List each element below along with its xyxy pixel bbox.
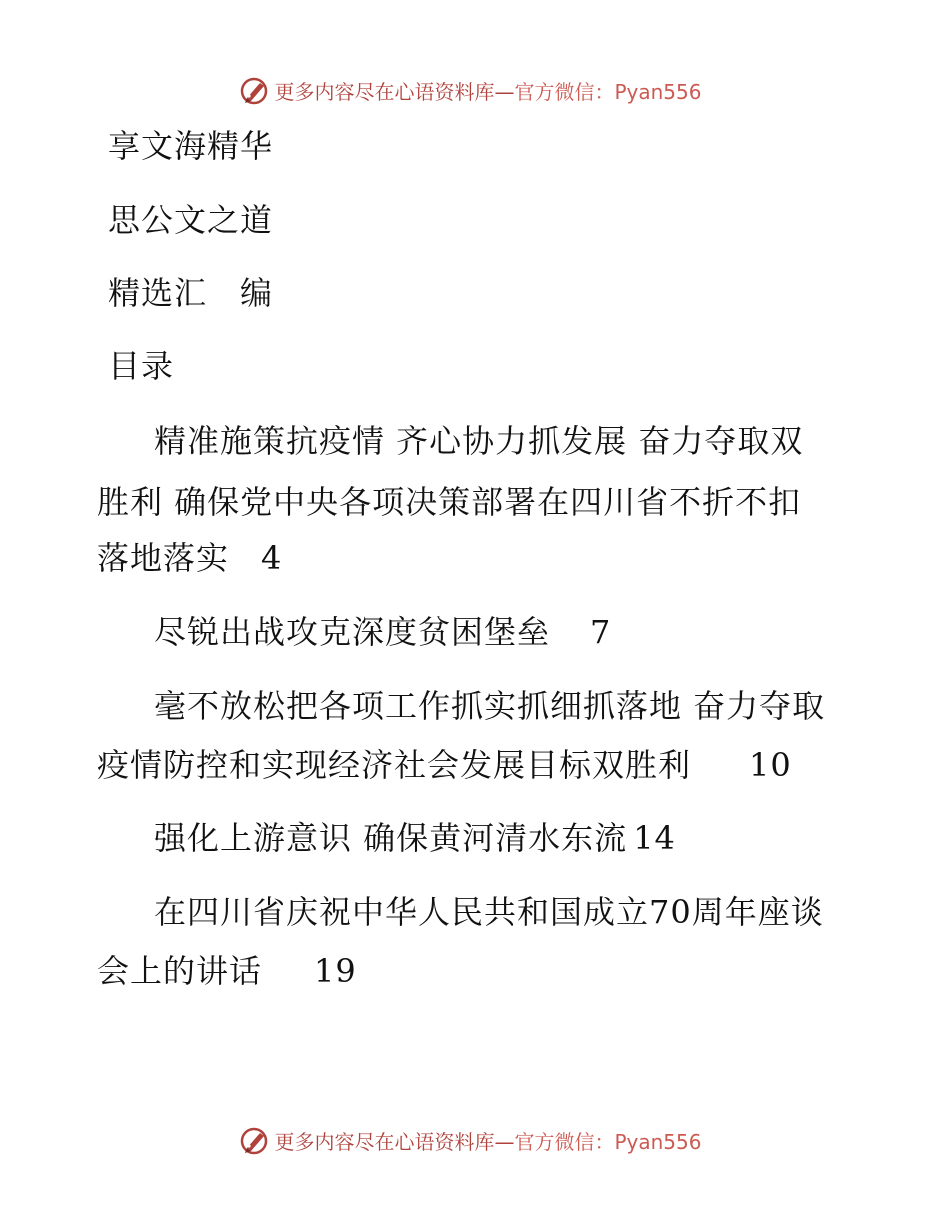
- toc-entry-2-page: 7: [590, 613, 612, 651]
- pen-logo-icon: [238, 74, 270, 106]
- toc-entry-4-title: 强化上游意识 确保黄河清水东流: [154, 819, 628, 857]
- toc-entry-1-page: 4: [261, 539, 283, 577]
- banner-wechat-text: 官方微信：Pyan556: [514, 79, 702, 104]
- pen-logo-icon: [238, 1124, 270, 1156]
- toc-entry-5-title-end: 会上的讲话: [97, 952, 263, 990]
- footer-banner-text: [274, 1126, 701, 1155]
- toc-entry-1-line-1: 精准施策抗疫情 齐心协力抓发展 奋力夺取双: [154, 422, 804, 460]
- toc-entry-4-line-1: [154, 818, 676, 858]
- toc-entry-5-page: 19: [314, 952, 357, 990]
- footer-banner-wechat-text: 官方微信：Pyan556: [514, 1129, 702, 1154]
- footer-banner: [0, 1120, 950, 1160]
- toc-entry-2-title: 尽锐出战攻克深度贫困堡垒: [154, 613, 551, 651]
- toc-entry-4-page: 14: [633, 819, 676, 857]
- header-line-3: 精选汇 编: [108, 274, 274, 312]
- banner-main-text: 更多内容尽在心语资料库—: [274, 79, 515, 104]
- banner-content-footer: [238, 1124, 701, 1156]
- footer-banner-main-text: 更多内容尽在心语资料库—: [274, 1129, 515, 1154]
- toc-entry-3-line-1: 毫不放松把各项工作抓实抓细抓落地 奋力夺取: [154, 687, 826, 725]
- header-line-2: 思公文之道: [108, 201, 274, 239]
- toc-entry-5-line-1: 在四川省庆祝中华人民共和国成立70周年座谈: [154, 893, 824, 931]
- banner-content: [238, 74, 701, 106]
- toc-entry-2-line-1: [154, 612, 611, 652]
- toc-entry-1-title-end: 落地落实: [97, 539, 230, 577]
- toc-entry-1-line-2: 胜利 确保党中央各项决策部署在四川省不折不扣: [97, 483, 802, 521]
- toc-entry-3-page: 10: [749, 746, 792, 784]
- toc-entry-1-line-3: [97, 538, 282, 578]
- toc-entry-5-line-2: [97, 951, 357, 991]
- header-banner: [0, 70, 950, 110]
- toc-entry-3-title-end: 疫情防控和实现经济社会发展目标双胜利: [97, 746, 692, 784]
- banner-text: [274, 76, 701, 105]
- toc-heading: 目录: [108, 347, 175, 385]
- header-line-1: 享文海精华: [108, 127, 274, 165]
- toc-entry-3-line-2: [97, 745, 792, 785]
